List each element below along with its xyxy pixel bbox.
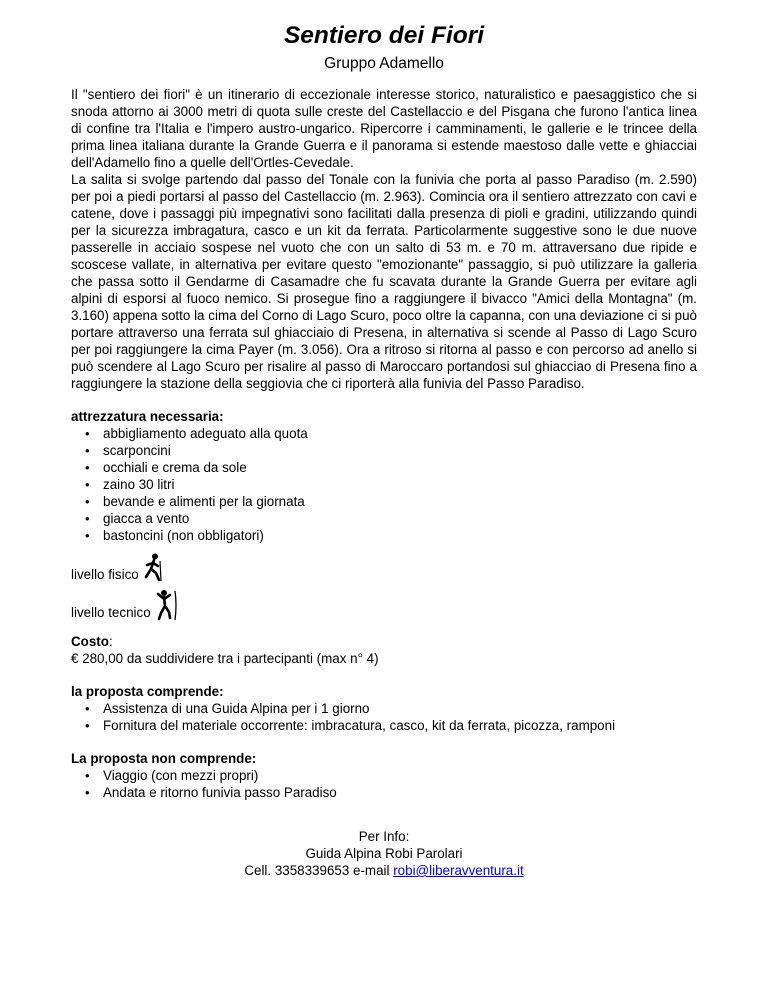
list-item: • Viaggio (con mezzi propri): [85, 767, 697, 784]
list-item: • occhiali e crema da sole: [85, 459, 697, 476]
excludes-list: [71, 767, 697, 801]
cost-value: € 280,00 da suddividere tra i partecipanti (max n° 4): [71, 651, 379, 666]
excludes-section: [71, 750, 697, 801]
contact-line: [71, 862, 697, 879]
email-link[interactable]: robi@liberavventura.it: [393, 863, 524, 878]
list-item: • scarponcini: [85, 442, 697, 459]
technical-level: [71, 583, 697, 621]
guide-name: Guida Alpina Robi Parolari: [305, 846, 463, 861]
list-item: • zaino 30 litri: [85, 476, 697, 493]
cost-heading: Costo: [71, 634, 109, 649]
cost-heading-line: [71, 633, 697, 650]
physical-level: [71, 550, 697, 583]
contact-phone: Cell. 3358339653 e-mail: [244, 863, 394, 878]
list-item: • Fornitura del materiale occorrente: imbracatura, casco, kit da ferrata, picozza, ramponi: [85, 717, 697, 734]
equipment-list: [71, 425, 697, 544]
intro-text: [71, 86, 697, 392]
physical-level-label: livello fisico: [71, 567, 139, 582]
contact-footer: [71, 828, 697, 879]
excludes-heading: La proposta non comprende:: [71, 751, 257, 766]
list-item: • giacca a vento: [85, 510, 697, 527]
climber-icon: [155, 589, 179, 621]
document-title: Sentiero dei Fiori: [283, 22, 485, 49]
equipment-section: [71, 408, 697, 544]
cost-colon: :: [108, 634, 113, 649]
intro-paragraph: Il "sentiero dei fiori" è un itinerario di eccezionale interesse storico, naturalistico e paesaggistico che si snoda attorno ai 3000 metri di quota sulle creste del Castellaccio e del Pisgana che furono l'antica linea di confine tra l'Italia e l'impero austro-ungarico. Ripercorre i camminamenti, le gallerie e le trincee della prima linea italiana durante la Grande Guerra e il panorama si estende maestoso dalle vette e ghiacciai dell'Adamello fino a quelle dell'Ortles-Cevedale.: [71, 87, 697, 170]
list-item: • bevande e alimenti per la giornata: [85, 493, 697, 510]
list-item: • Andata e ritorno funivia passo Paradiso: [85, 784, 697, 801]
cost-section: [71, 633, 697, 667]
hiker-icon: [143, 553, 163, 583]
includes-list: [71, 700, 697, 734]
equipment-heading: attrezzatura necessaria:: [71, 409, 224, 424]
document-subtitle: Gruppo Adamello: [324, 55, 444, 72]
list-item: • abbigliamento adeguato alla quota: [85, 425, 697, 442]
list-item: • bastoncini (non obbligatori): [85, 527, 697, 544]
technical-level-label: livello tecnico: [71, 605, 151, 620]
includes-section: [71, 683, 697, 734]
list-item: • Assistenza di una Guida Alpina per i 1 giorno: [85, 700, 697, 717]
includes-heading: la proposta comprende:: [71, 684, 224, 699]
intro-paragraph: La salita si svolge partendo dal passo del Tonale con la funivia che porta al passo Paradiso (m. 2.590) per poi a piedi portarsi al passo del Castellaccio (m. 2.963). Comincia ora il sentiero attrezzato con cavi e catene, dove i passaggi più impegnativi sono facilitati dalla presenza di pioli e gradini, utilizzando quindi per la sicurezza imbragatura, casco e un kit da ferrata. Particolarmente suggestive sono le due nuove passerelle in acciaio sospese nel vuoto che con un salto di 53 m. e 70 m. attraversano due ripide e scoscese vallate, in alternativa per evitare questo "emozionante" passaggio, si può utilizzare la galleria che passa sotto il Gendarme di Casamadre che fu scavata durante la Grande Guerra per evitare agli alpini di esporsi al fuoco nemico. Si prosegue fino a raggiungere il bivacco "Amici della Montagna" (m. 3.160) appena sotto la cima del Corno di Lago Scuro, poco oltre la capanna, con una deviazione ci si può portare attraverso una ferrata sul ghiacciaio di Presena, in alternativa si scende al Passo di Lago Scuro per poi raggiungere la cima Payer (m. 3.056). Ora a ritroso si ritorna al passo e con percorso ad anello si può scendere al Lago Scuro per risalire al passo di Maroccaro portandosi sul ghiacciao di Presena fino a raggiungere la stazione della seggiovia che ci riporterà alla funivia del Passo Paradiso.: [71, 172, 697, 391]
info-label: Per Info:: [358, 829, 410, 844]
document-page: [71, 22, 697, 879]
